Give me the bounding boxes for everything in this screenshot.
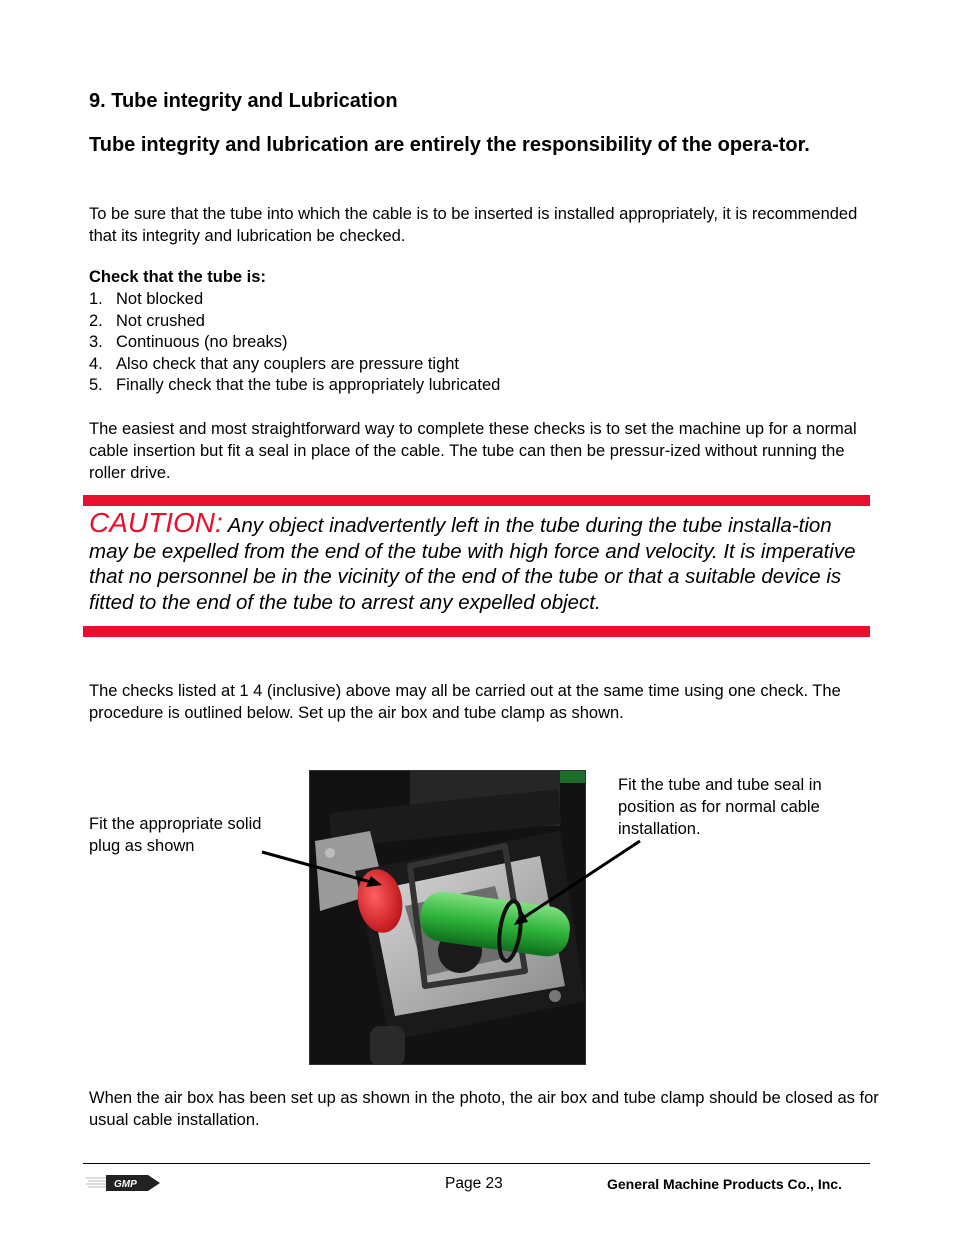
page-number: Page 23 <box>445 1175 503 1192</box>
checks-paragraph: The checks listed at 1 4 (inclusive) above may all be carried out at the same time using one check. The procedure is outlined below. Set up the air box and tube clamp as shown. <box>89 682 841 722</box>
company-name: General Machine Products Co., Inc. <box>607 1176 842 1192</box>
checklist-heading: Check that the tube is: <box>89 268 266 286</box>
svg-text:GMP: GMP <box>114 1179 137 1190</box>
seal-arrow <box>520 841 640 920</box>
procedure-paragraph: The easiest and most straightforward way to complete these checks is to set the machine up for a normal cable insertion but fit a seal in place of the cable. The tube can then be pressur-ized without running the roller drive. <box>89 420 857 482</box>
closing-paragraph: When the air box has been set up as shown in the photo, the air box and tube clamp should be closed as for usual cable installation. <box>89 1089 879 1129</box>
list-item: 3. Continuous (no breaks) <box>89 333 288 351</box>
intro-paragraph: To be sure that the tube into which the cable is to be inserted is installed appropriately, it is recommended that its integrity and lubrication be checked. <box>89 205 858 245</box>
plug-callout: Fit the appropriate solid plug as shown <box>89 815 262 855</box>
lead-statement: Tube integrity and lubrication are entirely the responsibility of the opera-tor. <box>89 134 810 156</box>
plug-arrow <box>262 852 378 884</box>
section-title: 9. Tube integrity and Lubrication <box>89 90 398 112</box>
caution-text: Any object inadvertently left in the tube during the tube installa-tion may be expelled from the end of the tube with high force and velocity. It is imperative that no personnel be in the vicinity of the end of the tube or that a suitable device is fitted to the end of the tube to arrest any expelled object. <box>89 514 856 614</box>
list-item: 4. Also check that any couplers are pressure tight <box>89 354 460 373</box>
list-item: 5. Finally check that the tube is appropriately lubricated <box>89 376 501 394</box>
tube-seal-callout: Fit the tube and tube seal in position as for normal cable installation. <box>618 776 822 838</box>
caution-label: CAUTION: <box>89 507 223 538</box>
list-item: 1. Not blocked <box>89 290 204 308</box>
footer-divider <box>83 1163 870 1164</box>
gmp-logo <box>86 1172 162 1199</box>
list-item: 2. Not crushed <box>89 311 205 330</box>
